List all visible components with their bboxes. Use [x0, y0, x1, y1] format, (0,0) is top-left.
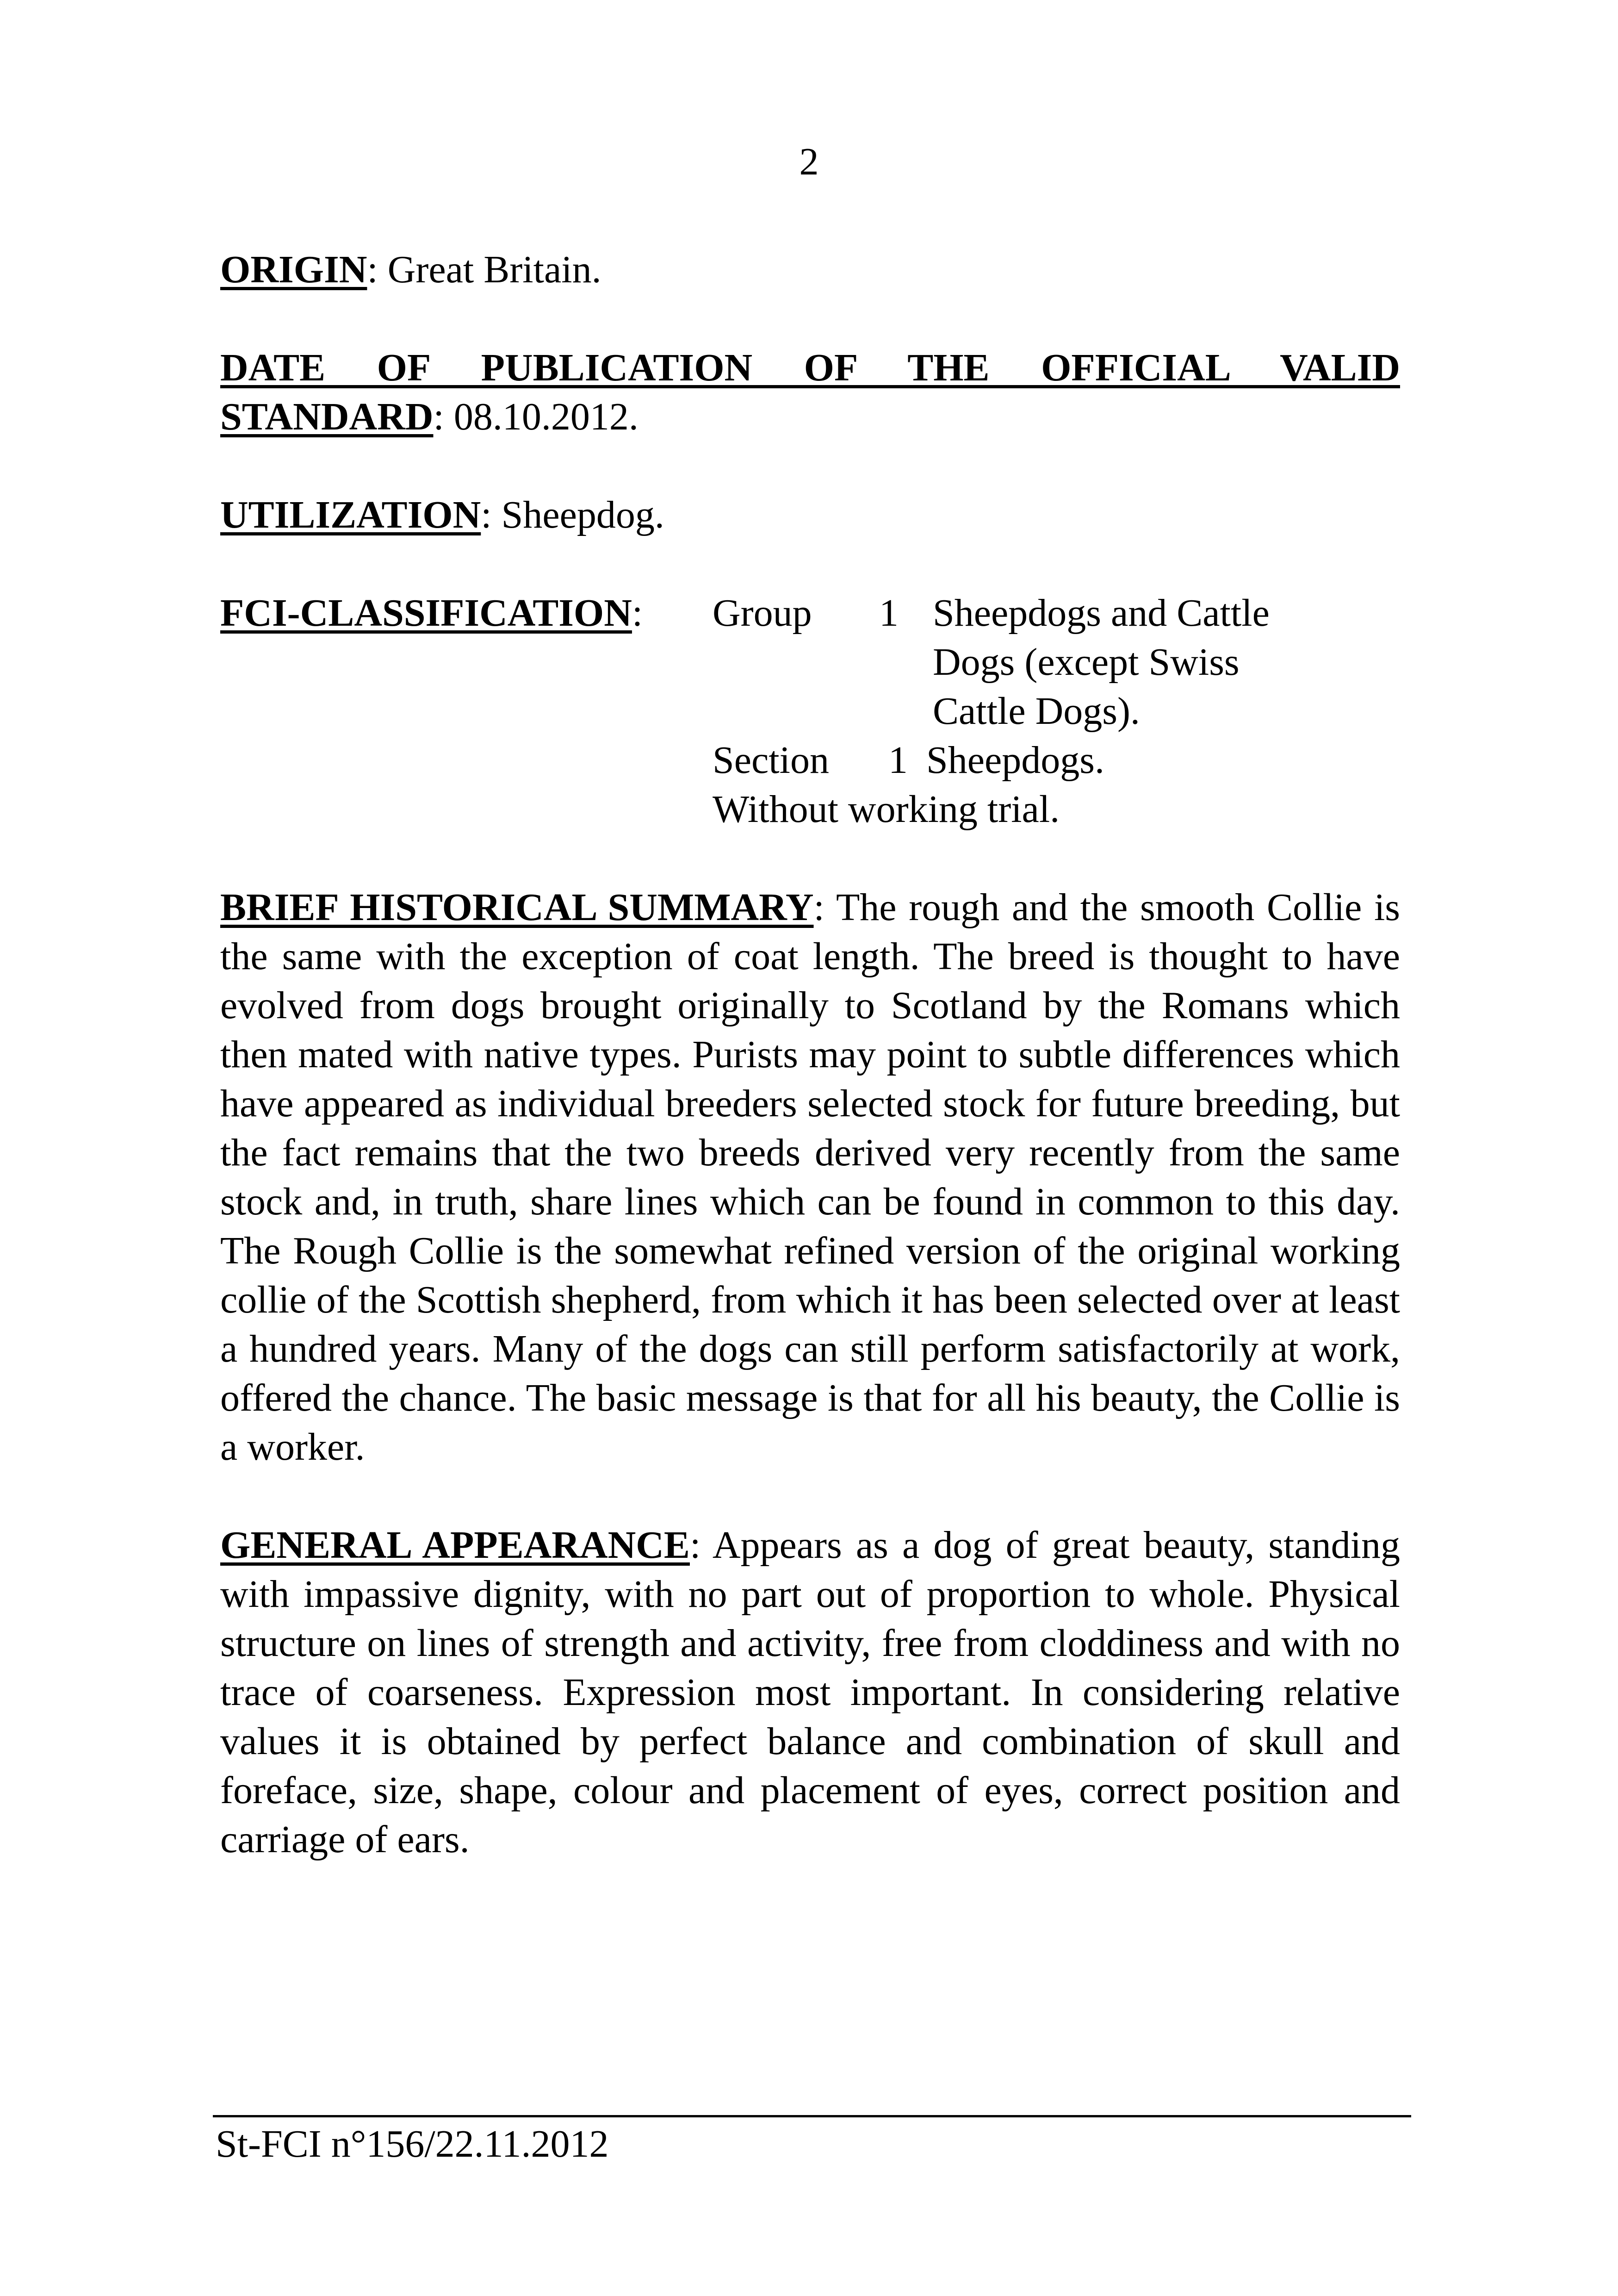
footer-reference: St-FCI n°156/22.11.2012: [216, 2122, 609, 2165]
classification-label: FCI-CLASSIFICATION: [220, 591, 632, 635]
appearance-text: : Appears as a dog of great beauty, standing with impassive dignity, with no part out of proportion to whole. Physical structure on lines of strength and activity, free from cloddiness and with no trace of coarseness. Expression most important. In considering relative values it is obtained by perfect balance and combination of skull and foreface, size, shape, colour and placement of eyes, correct position and carriage of ears.: [220, 1524, 1400, 1861]
publication-date: : 08.10.2012.: [433, 395, 639, 438]
page-number: 2: [799, 140, 819, 183]
appearance-section: [220, 1521, 1400, 1864]
origin-section: [220, 245, 1400, 294]
group-row: [713, 589, 1360, 638]
publication-section: [220, 343, 1400, 442]
group-label: Group: [713, 591, 812, 635]
utilization-value: : Sheepdog.: [481, 493, 664, 536]
group-row-cont: [713, 687, 1360, 736]
document-body: [220, 245, 1400, 1913]
utilization-section: [220, 491, 1400, 540]
history-section: [220, 883, 1400, 1472]
classification-colon: :: [632, 591, 643, 635]
publication-label-line1: DATE OF PUBLICATION OF THE OFFICIAL VALID: [220, 346, 1400, 389]
working-trial: Without working trial.: [713, 788, 1060, 831]
group-row-cont: [713, 638, 1360, 687]
group-name-line: Sheepdogs and Cattle: [933, 591, 1270, 635]
utilization-label: UTILIZATION: [220, 493, 481, 536]
origin-label: ORIGIN: [220, 248, 367, 291]
history-text: : The rough and the smooth Collie is the same with the exception of coat length. The breed is thought to have evolved from dogs brought originally to Scotland by the Romans which then mated with native types. Purists may point to subtle differences which have appeared as individual breeders selected stock for future breeding, but the fact remains that the two breeds derived very recently from the same stock and, in truth, share lines which can be found in common to this day. The Rough Collie is the somewhat refined version of the original working collie of the Scottish shepherd, from which it has been selected over at least a hundred years. Many of the dogs can still perform satisfactorily at work, offered the chance. The basic message is that for all his beauty, the Collie is a worker.: [220, 886, 1400, 1468]
section-number: 1: [888, 739, 908, 782]
classification-section: [220, 589, 1400, 834]
classification-table: [713, 589, 1360, 834]
group-number: 1: [879, 591, 899, 635]
section-row: [713, 736, 1360, 785]
footer-divider: [213, 2115, 1411, 2117]
group-name-line: Cattle Dogs).: [933, 690, 1140, 733]
working-trial-row: [713, 785, 1360, 834]
origin-value: : Great Britain.: [367, 248, 601, 291]
section-label: Section: [713, 739, 829, 782]
group-name-line: Dogs (except Swiss: [933, 641, 1240, 684]
publication-label-line2: STANDARD: [220, 395, 434, 438]
history-label: BRIEF HISTORICAL SUMMARY: [220, 886, 814, 929]
section-name: Sheepdogs.: [926, 739, 1104, 782]
appearance-label: GENERAL APPEARANCE: [220, 1524, 690, 1567]
